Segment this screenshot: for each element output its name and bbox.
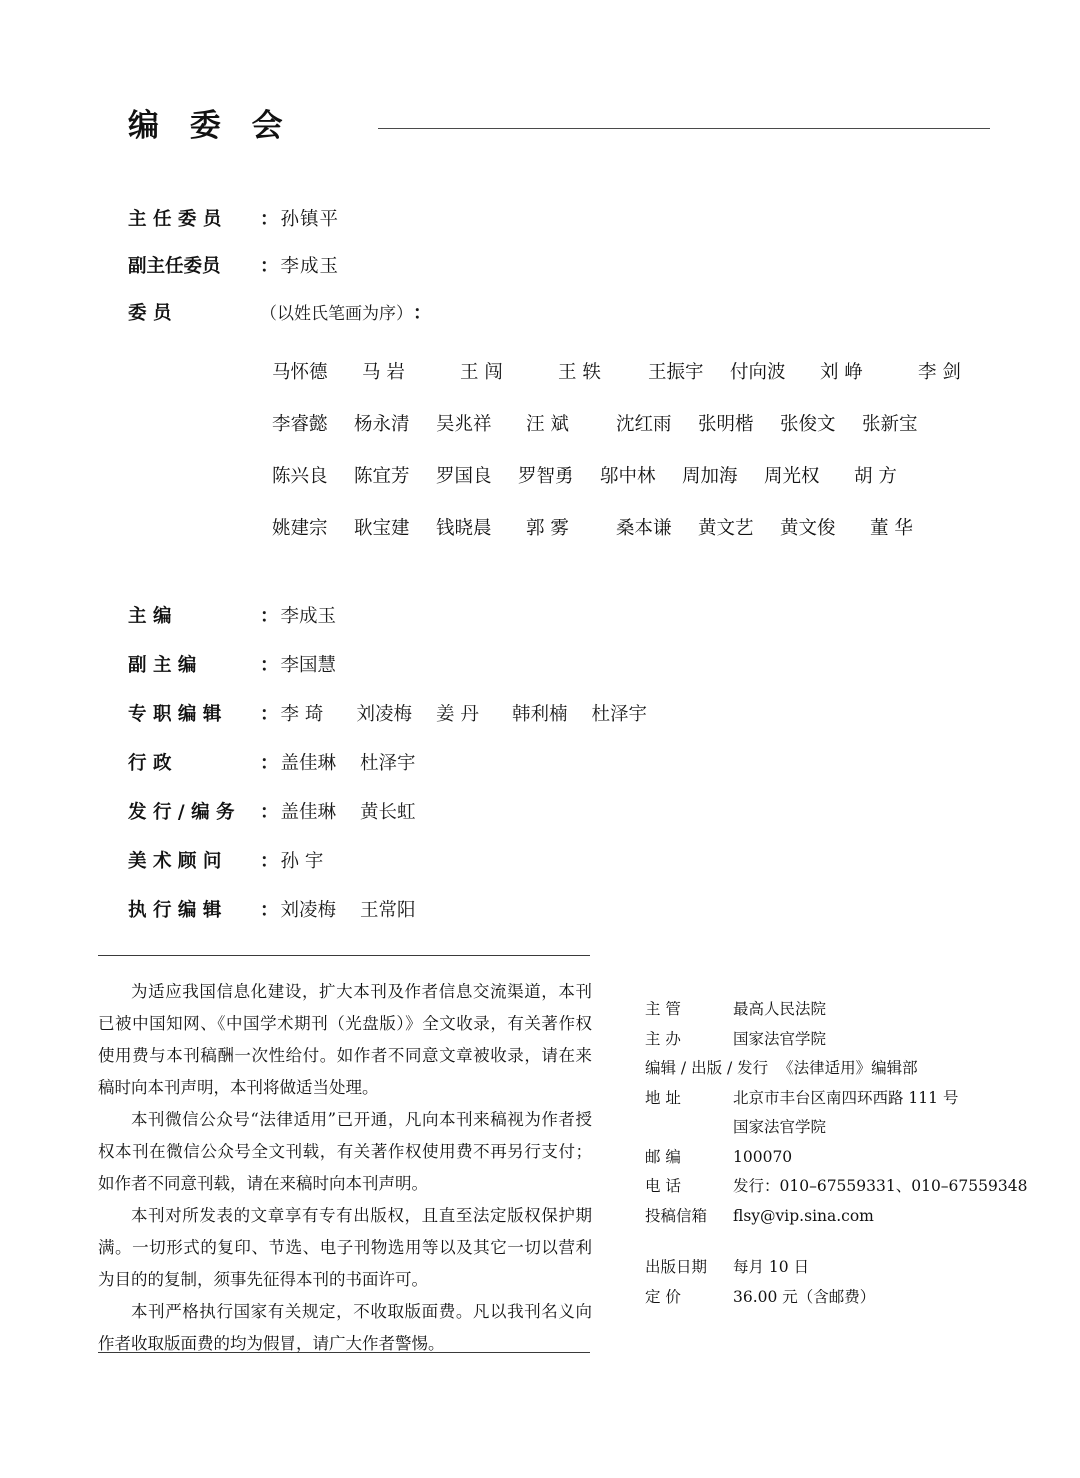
vice-chairman-value: 李成玉 [280, 256, 340, 277]
staff-label: 主 编 [128, 606, 172, 627]
colophon-value: 国家法官学院 [733, 1118, 827, 1136]
staff-value-list [281, 847, 357, 873]
colophon-key: 地 址 [645, 1088, 681, 1107]
colophon-key: 出版日期 [645, 1258, 708, 1276]
member-name: 董 华 [870, 518, 913, 539]
colophon-row-supervisor [645, 995, 1045, 1025]
colophon-row-submission-email [645, 1202, 1045, 1232]
colophon-key: 投稿信箱 [645, 1206, 708, 1225]
vice-chairman-row [128, 252, 990, 278]
staff-row-distribution [128, 798, 990, 824]
colon-separator: ： [413, 303, 432, 324]
member-name: 汪 斌 [526, 414, 569, 435]
staff-value-list [281, 651, 361, 677]
member-name: 付向波 [730, 362, 786, 383]
colophon-value: 36.00 元（含邮费） [733, 1287, 876, 1306]
colophon-spacer [645, 1231, 1045, 1253]
colophon-key: 邮 编 [645, 1147, 681, 1166]
notice-paragraph: 本刊微信公众号“法律适用”已开通，凡向本刊来稿视为作者授权本刊在微信公众号全文刊载，有关著作权使用费不再另行支付；如作者不同意刊载，请在来稿时向本刊声明。 [98, 1110, 592, 1193]
staff-name: 王常阳 [360, 900, 416, 921]
member-row [272, 514, 932, 540]
staff-row-deputy-editor [128, 651, 990, 677]
member-name: 周光权 [764, 466, 820, 487]
colophon-key: 编辑 / 出版 / 发行 [645, 1059, 769, 1077]
staff-name: 杜泽宇 [591, 704, 648, 725]
colophon-row-phone [645, 1172, 1045, 1202]
staff-label: 副 主 编 [128, 655, 197, 676]
member-name: 李睿懿 [272, 414, 328, 435]
colophon-key: 主 办 [645, 1029, 681, 1048]
member-name: 沈红雨 [616, 414, 672, 435]
member-name: 王 闯 [460, 362, 503, 383]
members-order-note: （以姓氏笔画为序） [260, 304, 413, 324]
page-title: 编 委 会 [128, 108, 293, 144]
colon-separator: ： [260, 606, 279, 627]
staff-label: 发 行 / 编 务 [128, 802, 235, 823]
staff-name: 李 琦 [280, 704, 324, 725]
notice-paragraph: 本刊严格执行国家有关规定，不收取版面费。凡以我刊名义向作者收取版面费的均为假冒，请广大作者警惕。 [98, 1302, 592, 1353]
member-name: 张明楷 [698, 414, 754, 435]
staff-name: 盖佳琳 [280, 753, 337, 774]
member-name: 周加海 [682, 466, 738, 487]
member-name: 王 轶 [558, 362, 601, 383]
member-name: 李 剑 [918, 362, 961, 383]
staff-row-full-time-editors [128, 700, 990, 726]
member-name: 胡 方 [854, 466, 897, 487]
staff-label: 专 职 编 辑 [128, 704, 222, 725]
colophon-row-price [645, 1283, 1045, 1313]
colophon-row-organizer [645, 1025, 1045, 1055]
notice-paragraph: 为适应我国信息化建设，扩大本刊及作者信息交流渠道，本刊已被中国知网、《中国学术期刊（光盘版）》全文收录，有关著作权使用费与本刊稿酬一次性给付。如作者不同意文章被收录，请在来稿时向本刊声明，本刊将做适当处理。 [98, 982, 592, 1097]
staff-name: 盖佳琳 [280, 802, 337, 823]
staff-value-list [281, 798, 440, 824]
member-name: 黄文艺 [698, 518, 754, 539]
member-name: 陈兴良 [272, 466, 328, 487]
staff-name: 刘凌梅 [356, 704, 413, 725]
staff-name: 黄长虹 [360, 802, 416, 823]
colon-separator: ： [260, 209, 279, 230]
member-name-grid [272, 358, 961, 566]
staff-row-administration [128, 749, 990, 775]
colon-separator: ： [260, 900, 279, 921]
copyright-notice [98, 976, 592, 1360]
staff-name: 刘凌梅 [280, 900, 337, 921]
colophon-value: 北京市丰台区南四环西路 111 号 [733, 1088, 959, 1107]
colophon-value: 《法律适用》编辑部 [778, 1059, 918, 1077]
colophon-block [645, 995, 1045, 1312]
staff-name: 孙 宇 [280, 851, 324, 872]
colophon-row-publication-date [645, 1253, 1045, 1283]
member-name: 王振宇 [648, 362, 704, 383]
colon-separator: ： [260, 256, 279, 277]
colophon-value: 100070 [733, 1147, 793, 1166]
colophon-key: 电 话 [645, 1177, 681, 1195]
member-name: 桑本谦 [616, 518, 672, 539]
colon-separator: ： [260, 704, 279, 725]
chairman-label: 主 任 委 员 [128, 209, 222, 230]
staff-label: 行 政 [128, 753, 172, 774]
member-name: 张新宝 [862, 414, 918, 435]
member-name: 张俊文 [780, 414, 836, 435]
member-name: 姚建宗 [272, 518, 328, 539]
staff-row-editor-in-chief [128, 602, 990, 628]
editorial-staff-section [128, 602, 990, 945]
notice-paragraph: 本刊对所发表的文章享有专有出版权，且直至法定版权保护期满。一切形式的复印、节选、电子刊物选用等以及其它一切以营利为目的的复制，须事先征得本刊的书面许可。 [98, 1206, 592, 1289]
colophon-row-publisher [645, 1054, 1045, 1084]
staff-row-art-consultant [128, 847, 990, 873]
colon-separator: ： [260, 655, 279, 676]
vice-chairman-label: 副主任委员 [128, 256, 221, 277]
staff-value-list [281, 602, 361, 628]
members-label-row [128, 299, 990, 325]
header-divider [378, 128, 990, 129]
member-row [272, 462, 932, 488]
member-row [272, 358, 961, 384]
notice-top-divider [98, 955, 590, 956]
member-name: 马 岩 [362, 362, 405, 383]
member-name: 邬中林 [600, 466, 656, 487]
colophon-value: flsy@vip.sina.com [733, 1206, 874, 1225]
chairman-row [128, 205, 990, 231]
editorial-board-section [128, 205, 990, 346]
member-row [272, 410, 932, 436]
staff-name: 李国慧 [280, 655, 337, 676]
colophon-value: 发行：010–67559331、010–67559348 [733, 1177, 1028, 1195]
colophon-row-postcode [645, 1143, 1045, 1173]
member-name: 黄文俊 [780, 518, 836, 539]
member-name: 马怀德 [272, 362, 328, 383]
member-name: 罗国良 [436, 466, 492, 487]
member-name: 陈宜芳 [354, 466, 410, 487]
staff-name: 韩利楠 [512, 704, 568, 725]
staff-name: 姜 丹 [436, 704, 479, 725]
colophon-key: 主 管 [645, 1000, 681, 1018]
colophon-key: 定 价 [645, 1287, 681, 1306]
staff-name: 李成玉 [280, 606, 337, 627]
staff-row-executive-editors [128, 896, 990, 922]
staff-value-list [281, 896, 440, 922]
staff-value-list [281, 700, 672, 726]
colophon-row-address-line2 [645, 1113, 1045, 1143]
member-name: 罗智勇 [518, 466, 574, 487]
page-header [128, 100, 990, 152]
member-name: 钱晓晨 [436, 518, 492, 539]
colophon-value: 最高人民法院 [733, 1000, 827, 1018]
members-label: 委 员 [128, 303, 172, 324]
staff-label: 美 术 顾 问 [128, 851, 222, 872]
member-name: 杨永清 [354, 414, 410, 435]
staff-name: 杜泽宇 [360, 753, 416, 774]
colon-separator: ： [260, 851, 279, 872]
staff-label: 执 行 编 辑 [128, 900, 222, 921]
member-name: 耿宝建 [354, 518, 410, 539]
staff-value-list [281, 749, 440, 775]
colophon-row-address [645, 1084, 1045, 1114]
member-name: 郭 雾 [526, 518, 569, 539]
colon-separator: ： [260, 753, 279, 774]
colophon-value: 每月 10 日 [733, 1258, 810, 1276]
member-name: 吴兆祥 [436, 414, 492, 435]
colophon-value: 国家法官学院 [733, 1029, 827, 1048]
member-name: 刘 峥 [820, 362, 863, 383]
colon-separator: ： [260, 802, 279, 823]
chairman-value: 孙镇平 [280, 209, 340, 230]
